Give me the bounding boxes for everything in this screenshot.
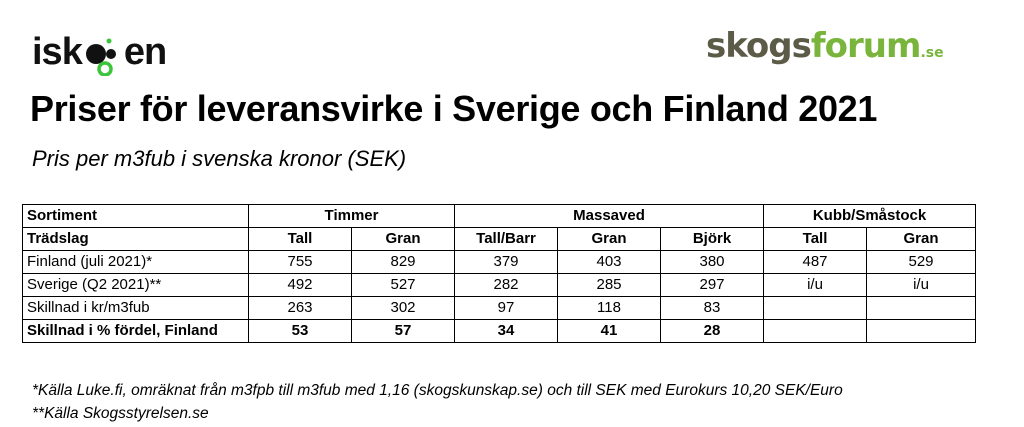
iskogen-logo-suffix: en xyxy=(123,31,167,73)
group-timmer: Timmer xyxy=(249,205,455,228)
table-cell: 28 xyxy=(661,320,764,343)
table-cell: 379 xyxy=(455,251,558,274)
table-cell: 83 xyxy=(661,297,764,320)
iskogen-logo-prefix: isk xyxy=(32,31,82,73)
table-row xyxy=(23,320,976,343)
column-header: Björk xyxy=(661,228,764,251)
table-cell: 380 xyxy=(661,251,764,274)
column-header: Tall/Barr xyxy=(455,228,558,251)
sortiment-label: Sortiment xyxy=(23,205,249,228)
table-cell: 282 xyxy=(455,274,558,297)
table-cell: i/u xyxy=(867,274,976,297)
price-table xyxy=(22,204,976,343)
page-title: Priser för leveransvirke i Sverige och Finland 2021 xyxy=(30,88,878,129)
footnote-source-luke: *Källa Luke.fi, omräknat från m3fpb till m3fub med 1,16 (skogskunskap.se) och till SEK med Eurokurs 10,20 SEK/Euro xyxy=(32,382,843,399)
table-cell: 34 xyxy=(455,320,558,343)
group-header-row xyxy=(23,205,976,228)
page-subtitle: Pris per m3fub i svenska kronor (SEK) xyxy=(32,146,407,171)
table-cell: 263 xyxy=(249,297,352,320)
column-header-row xyxy=(23,228,976,251)
row-label: Skillnad i kr/m3fub xyxy=(23,297,249,320)
table-cell: 755 xyxy=(249,251,352,274)
row-label: Skillnad i % fördel, Finland xyxy=(23,320,249,343)
table-cell: 53 xyxy=(249,320,352,343)
table-cell: 285 xyxy=(558,274,661,297)
skogsforum-logo xyxy=(706,26,944,66)
tradslag-label: Trädslag xyxy=(23,228,249,251)
table-cell xyxy=(764,297,867,320)
row-label: Sverige (Q2 2021)** xyxy=(23,274,249,297)
table-cell: 41 xyxy=(558,320,661,343)
table-cell: i/u xyxy=(764,274,867,297)
table-row xyxy=(23,297,976,320)
table-cell: 97 xyxy=(455,297,558,320)
iskogen-logo-mark-icon xyxy=(83,30,123,74)
footnote-source-skogsstyrelsen: **Källa Skogsstyrelsen.se xyxy=(32,405,209,422)
skogsforum-logo-forum: forum xyxy=(810,26,921,66)
table-cell: 297 xyxy=(661,274,764,297)
row-label: Finland (juli 2021)* xyxy=(23,251,249,274)
skogsforum-logo-main: skogs xyxy=(706,26,811,66)
table-cell xyxy=(867,320,976,343)
table-cell: 829 xyxy=(352,251,455,274)
column-header: Tall xyxy=(764,228,867,251)
table-cell: 302 xyxy=(352,297,455,320)
column-header: Gran xyxy=(558,228,661,251)
table-cell: 57 xyxy=(352,320,455,343)
table-cell: 403 xyxy=(558,251,661,274)
group-kubb-smastock: Kubb/Småstock xyxy=(764,205,976,228)
column-header: Gran xyxy=(867,228,976,251)
table-cell: 529 xyxy=(867,251,976,274)
table-cell: 118 xyxy=(558,297,661,320)
table-cell xyxy=(764,320,867,343)
table-cell: 487 xyxy=(764,251,867,274)
group-massaved: Massaved xyxy=(455,205,764,228)
iskogen-logo xyxy=(32,22,166,74)
skogsforum-logo-tld: .se xyxy=(920,45,944,61)
table-cell xyxy=(867,297,976,320)
column-header: Tall xyxy=(249,228,352,251)
table-row xyxy=(23,274,976,297)
table-cell: 527 xyxy=(352,274,455,297)
table-cell: 492 xyxy=(249,274,352,297)
table-row xyxy=(23,251,976,274)
column-header: Gran xyxy=(352,228,455,251)
